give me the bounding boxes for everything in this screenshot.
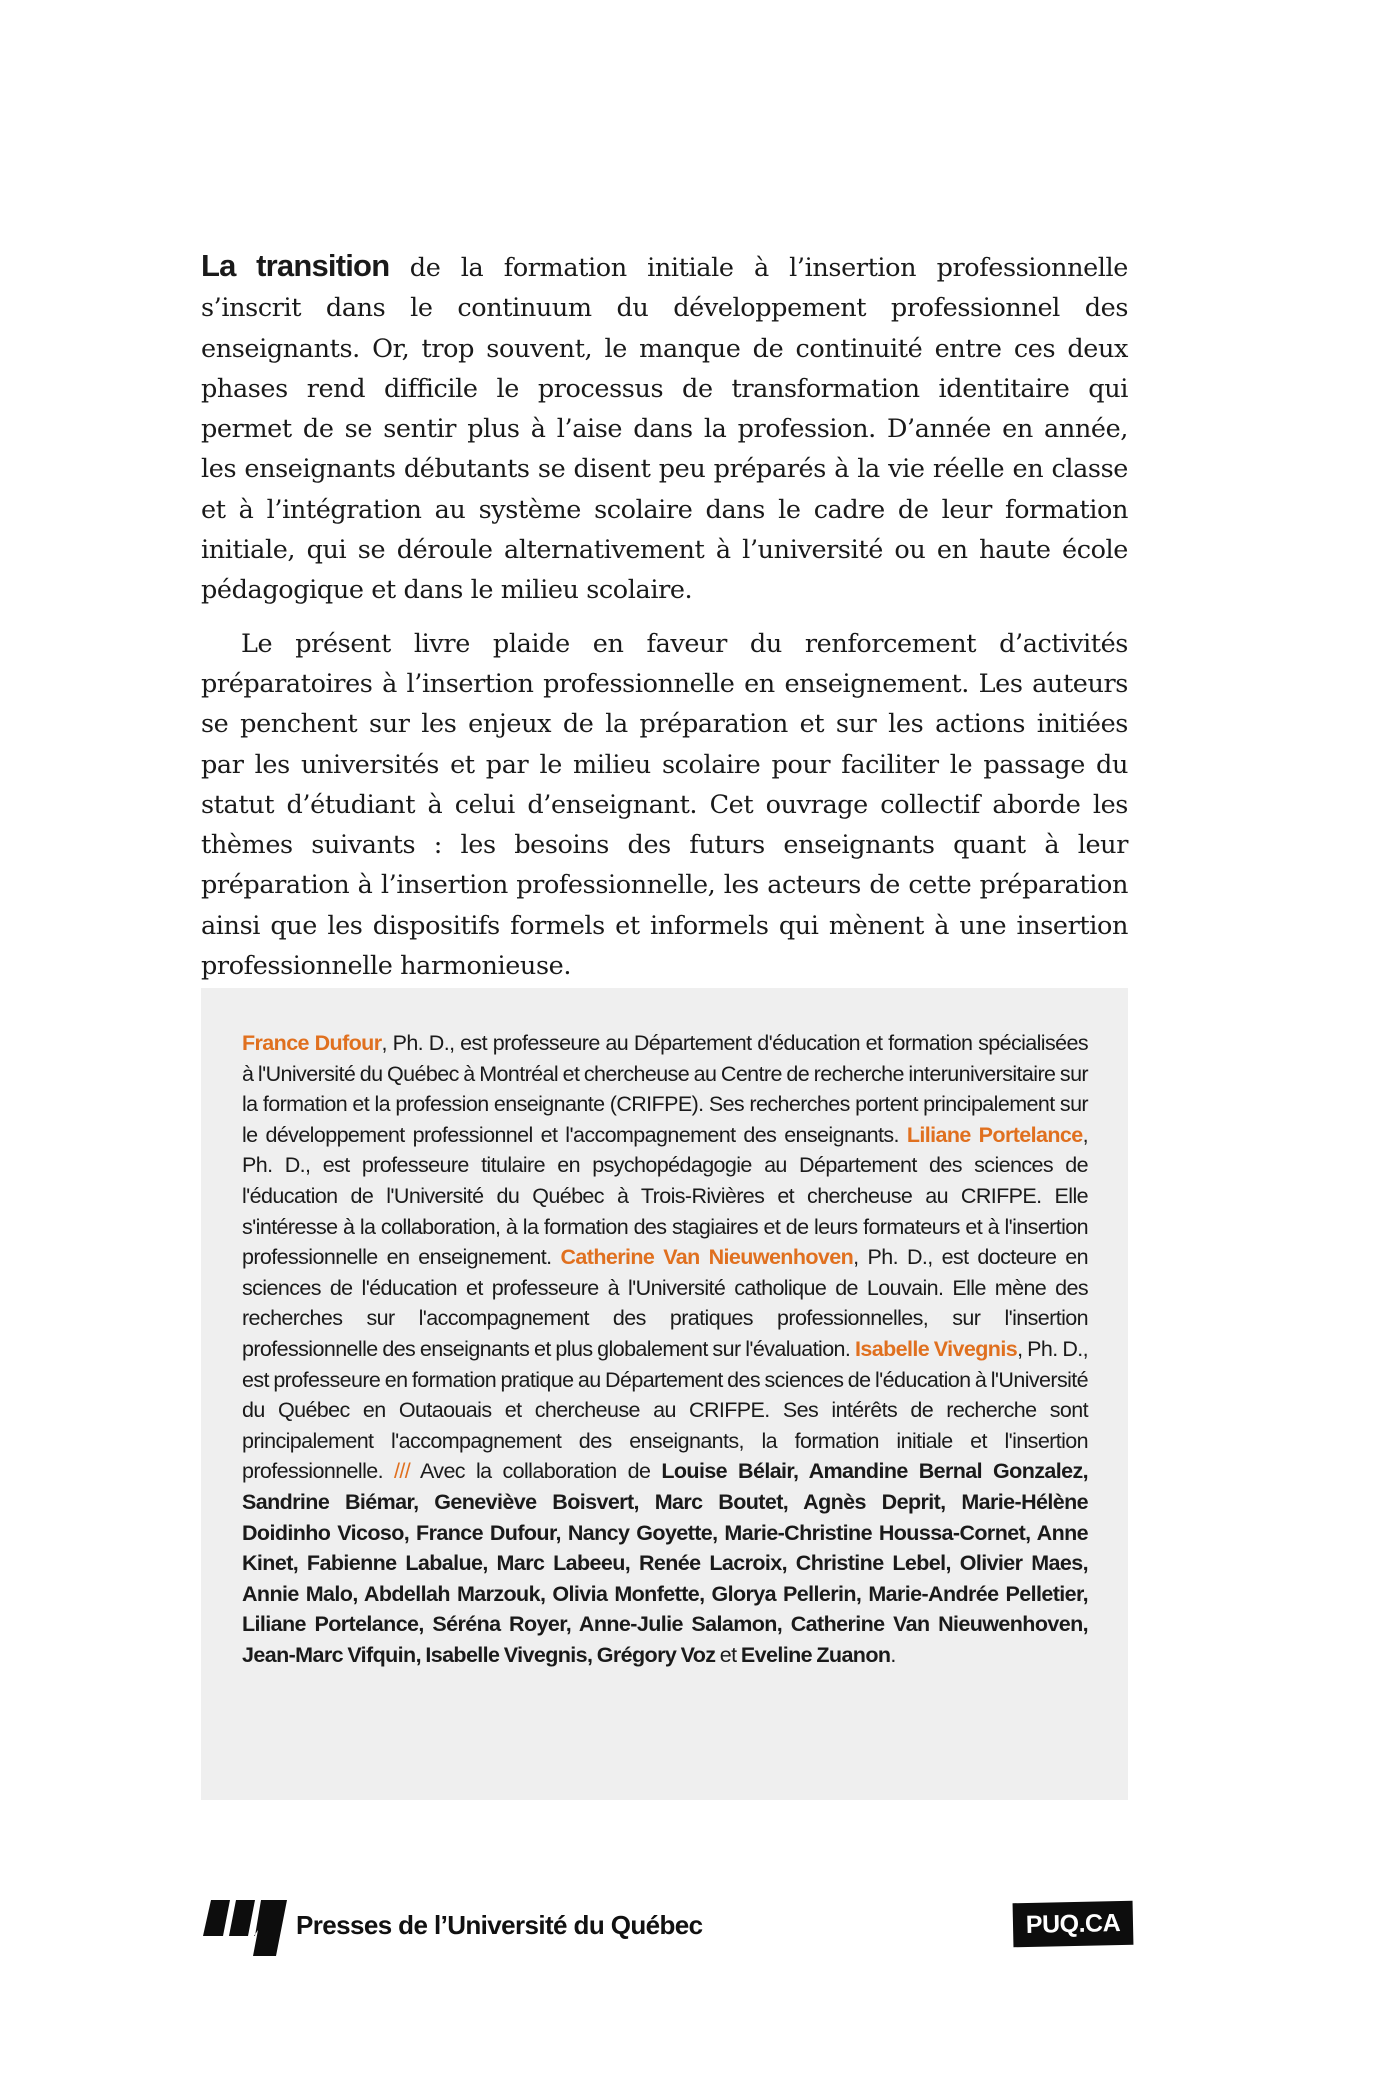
summary-paragraph-2: Le présent livre plaide en faveur du renforcement d’activités préparatoires à l’insertion professionnelle en enseignement. Les auteurs se penchent sur les enjeux de la préparation et sur les actions initiées par les universités et par le milieu scolaire pour faciliter le passage du statut d’étudiant à celui d’enseignant. Cet ouvrage collectif aborde les thèmes suivants : les besoins des futurs enseignants quant à leur préparation à l’insertion professionnelle, les acteurs de cette préparation ainsi que les dispositifs formels et informels qui mènent à une insertion professionnelle harmonieuse. — [201, 628, 1128, 982]
summary-paragraph-1 — [201, 246, 1128, 611]
author-bio-text — [242, 1028, 1088, 1670]
author-name: France Dufour — [242, 1031, 382, 1055]
contributor-names: Eveline Zuanon — [740, 1642, 891, 1667]
lead-phrase: La transition — [201, 248, 390, 283]
author-name: Isabelle Vivegnis — [855, 1336, 1018, 1361]
paragraph-text: de la formation initiale à l’insertion professionnelle s’inscrit dans le continuum du développement professionnel des enseignants. Or, trop souvent, le manque de continuité entre ces deux phases rend difficile le processus de transformation identitaire qui permet de se sentir plus à l’aise dans la profession. D’année en année, les enseignants débutants se disent peu préparés à la vie réelle en classe et à l’intégration au système scolaire dans le cadre de leur formation initiale, qui se déroule alternativement à l’université ou en haute école pédagogique et dans le milieu scolaire. — [201, 253, 1128, 606]
bio-text: . — [890, 1642, 896, 1667]
bio-text: , Ph. D., est professeure titulaire en psychopédagogie au Département des sciences de l'éducation de l'Université du Québec à Trois-Rivières et chercheuse au CRIFPE. Elle s'intéresse à la collaboration, à la formation des stagiaires et de leurs formateurs et à l'insertion professionnelle en enseignement. — [242, 1122, 1088, 1270]
contributor-names: Louise Bélair, Amandine Bernal Gonzalez, Sandrine Biémar, Geneviève Boisvert, Marc Boutet, Agnès Deprit, Marie-Hélène Doidinho Vicoso, France Dufour, Nancy Goyette, Marie-Christine Houssa-Cornet, Anne Kinet, Fabienne Labalue, Marc Labeeu, Renée Lacroix, Christine Lebel, Olivier Maes, Annie Malo, Abdellah Marzouk, Olivia Monfette, Glorya Pellerin, Marie-Andrée Pelletier, Liliane Portelance, Séréna Royer, Anne-Julie Salamon, Catherine Van Nieuwenhoven, Jean-Marc Vifquin, Isabelle Vivegnis, Grégory Voz — [242, 1459, 1088, 1667]
author-name: Liliane Portelance — [906, 1122, 1083, 1147]
publisher-name: Presses de l’Université du Québec — [296, 1910, 703, 1940]
website-badge[interactable]: PUQ.CA — [1013, 1901, 1134, 1948]
bio-text: et — [715, 1642, 741, 1667]
back-cover-summary — [201, 246, 1128, 986]
puq-logo-icon — [203, 1900, 287, 1956]
bio-text: Avec la collaboration de — [410, 1459, 662, 1484]
separator: /// — [394, 1459, 411, 1484]
bio-text: , Ph. D., est docteure en sciences de l'éducation et professeure à l'Université catholique de Louvain. Elle mène des recherches sur l'accompagnement des pratiques professionnelles, sur l'insertion professionnelle des enseignants et plus globalement sur l'évaluation. — [242, 1245, 1088, 1361]
author-name: Catherine Van Nieuwenhoven — [560, 1245, 854, 1270]
author-bio-box — [201, 988, 1128, 1800]
bio-text: , Ph. D., est professeure en formation pratique au Département des sciences de l'éducation à l'Université du Québec en Outaouais et chercheuse au CRIFPE. Ses intérêts de recherche sont principalement l'accompagnement des enseignants, la formation initiale et l'insertion professionnelle. — [242, 1336, 1089, 1484]
bio-text: , Ph. D., est professeure au Département d'éducation et formation spécialisées à l'Université du Québec à Montréal et chercheuse au Centre de recherche interuniversitaire sur la formation et la profession enseignante (CRIFPE). Ses recherches portent principalement sur le développement professionnel et l'accompagnement des enseignants. — [242, 1031, 1088, 1147]
